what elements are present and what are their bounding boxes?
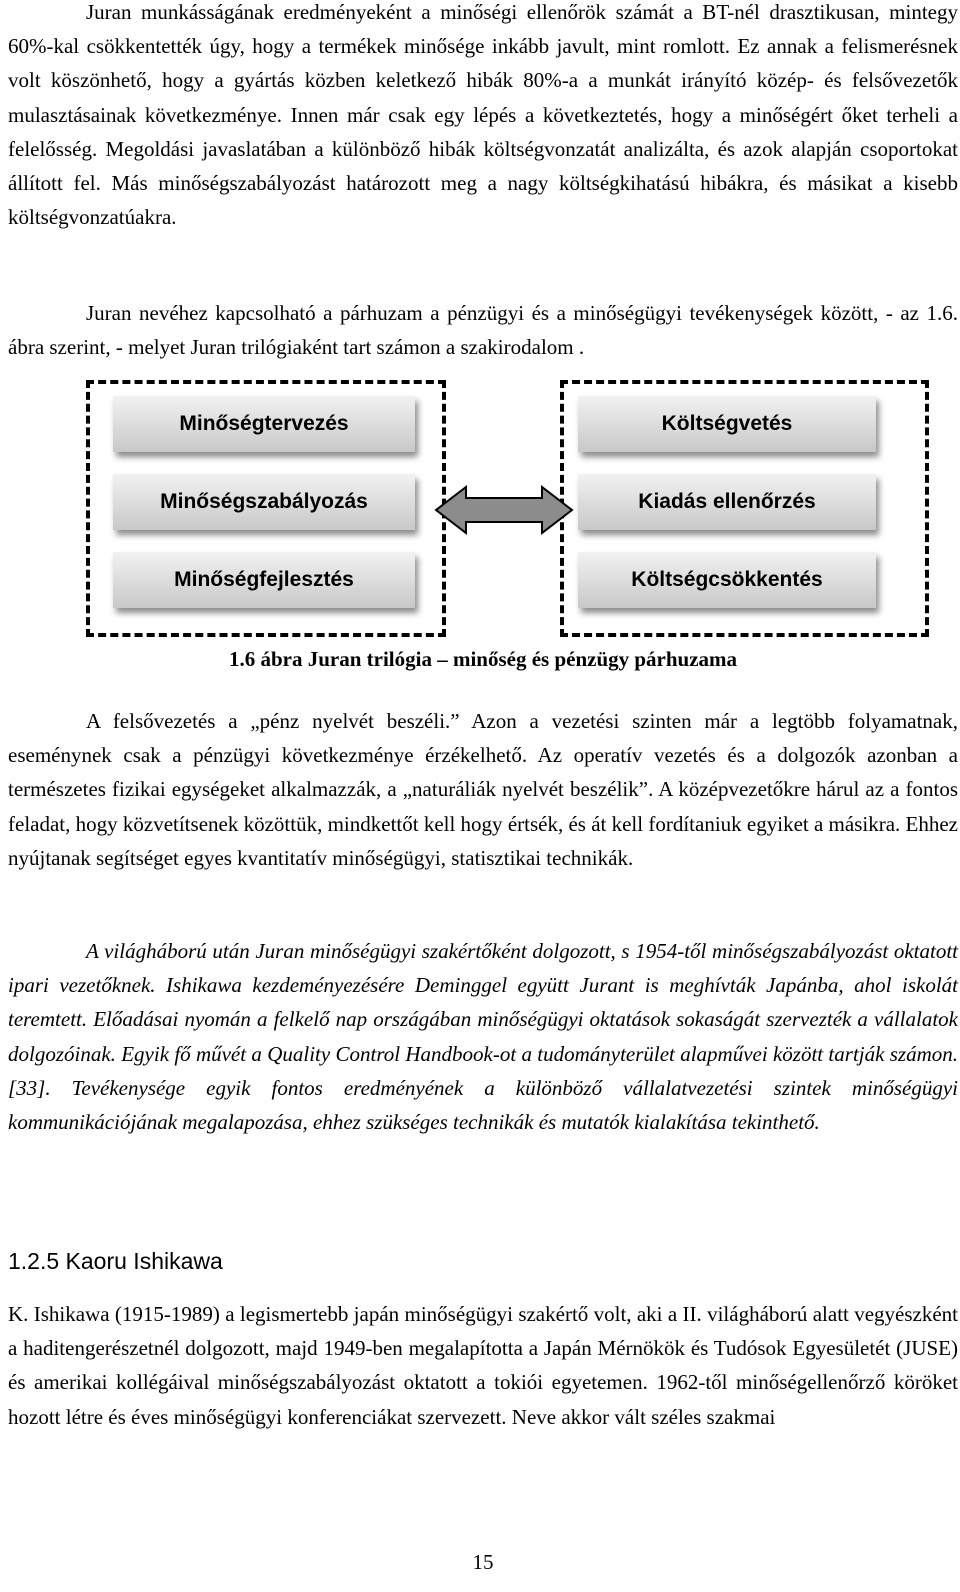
- box-cost-reduction: Költségcsökkentés: [578, 552, 876, 608]
- page-number: 15: [472, 1550, 494, 1574]
- double-headed-arrow-icon: [434, 485, 574, 535]
- section-heading: 1.2.5 Kaoru Ishikawa: [8, 1248, 223, 1274]
- paragraph-ishikawa: K. Ishikawa (1915-1989) a legismertebb japán minőségügyi szakértő volt, aki a II. világháború alatt vegyészként a haditengerészetnél dolgozott, majd 1949-ben megalapította a Japán Mérnökök és Tudósok Egyesületét (JUSE) és amerikai kollégáival minőségszabályozást oktatott a tokiói egyetemen. 1962-től minőségellenőrző köröket hozott létre és éves minőségügyi konferenciákat szervezett. Neve akkor vált széles szakmai: [8, 1302, 958, 1429]
- paragraph-juran-results: Juran munkásságának eredményeként a minőségi ellenőrök számát a BT-nél drasztikusan, mintegy 60%-kal csökkentették úgy, hogy a termékek minősége inkább javult, mint romlott. Ez annak a felismerésnek volt köszönhető, hogy a gyártás közben keletkező hibák 80%-a a munkát irányító közép- és felsővezetők mulasztásainak következménye. Innen már csak egy lépés a következtetés, hogy a minőségért őket terheli a felelősség. Megoldási javaslatában a különböző hibák költségvonzatát analizálta, és azok alapján csoportokat állított fel. Más minőségszabályozást határozott meg a nagy költségkihatású hibákra, és másikat a kisebb költségvonzatúakra.: [8, 0, 958, 230]
- box-expense-control: Kiadás ellenőrzés: [578, 474, 876, 530]
- box-quality-improvement: Minőségfejlesztés: [113, 552, 415, 608]
- figure-caption: 1.6 ábra Juran trilógia – minőség és pénzügy párhuzama: [228, 647, 738, 671]
- paragraph-juran-postwar: A világháború után Juran minőségügyi szakértőként dolgozott, s 1954-től minőségszabályozást oktatott ipari vezetőknek. Ishikawa kezdeményezésére Deminggel együtt Jurant is meghívták Japánba, ahol iskolát teremtett. Előadásai nyomán a felkelő nap országában minőségügyi oktatások sokaságát szervezték a vállalatok dolgozóinak. Egyik fő művét a Quality Control Handbook-ot a tudományterület alapművei között tartják számon. [33]. Tevékenysége egyik fontos eredményének a különböző vállalatvezetési szintek minőségügyi kommunikációjának megalapozása, ehhez szükséges technikák és mutatók kialakítása tekinthető.: [8, 939, 958, 1135]
- paragraph-money-language: A felsővezetés a „pénz nyelvét beszéli.” Azon a vezetési szinten már a legtöbb folyamatnak, eseménynek csak a pénzügyi következménye érzékelhető. Az operatív vezetés és a dolgozók azonban a természetes fizikai egységeket alkalmazzák, a „naturáliák nyelvét beszélik”. A középvezetőkre hárul az a fontos feladat, hogy közvetítsenek közöttük, mindkettőt kell hogy értsék, és át kell fordítaniuk egyiket a másikra. Ehhez nyújtanak segítséget egyes kvantitatív minőségügyi, statisztikai technikák.: [8, 709, 958, 870]
- box-quality-planning: Minőségtervezés: [113, 396, 415, 452]
- box-budgeting: Költségvetés: [578, 396, 876, 452]
- figure-juran-trilogy: [8, 380, 958, 650]
- paragraph-juran-trilogy: Juran nevéhez kapcsolható a párhuzam a pénzügyi és a minőségügyi tevékenységek között, - az 1.6. ábra szerint, - melyet Juran trilógiaként tart számon a szakirodalom .: [8, 301, 958, 360]
- box-quality-control: Minőségszabályozás: [113, 474, 415, 530]
